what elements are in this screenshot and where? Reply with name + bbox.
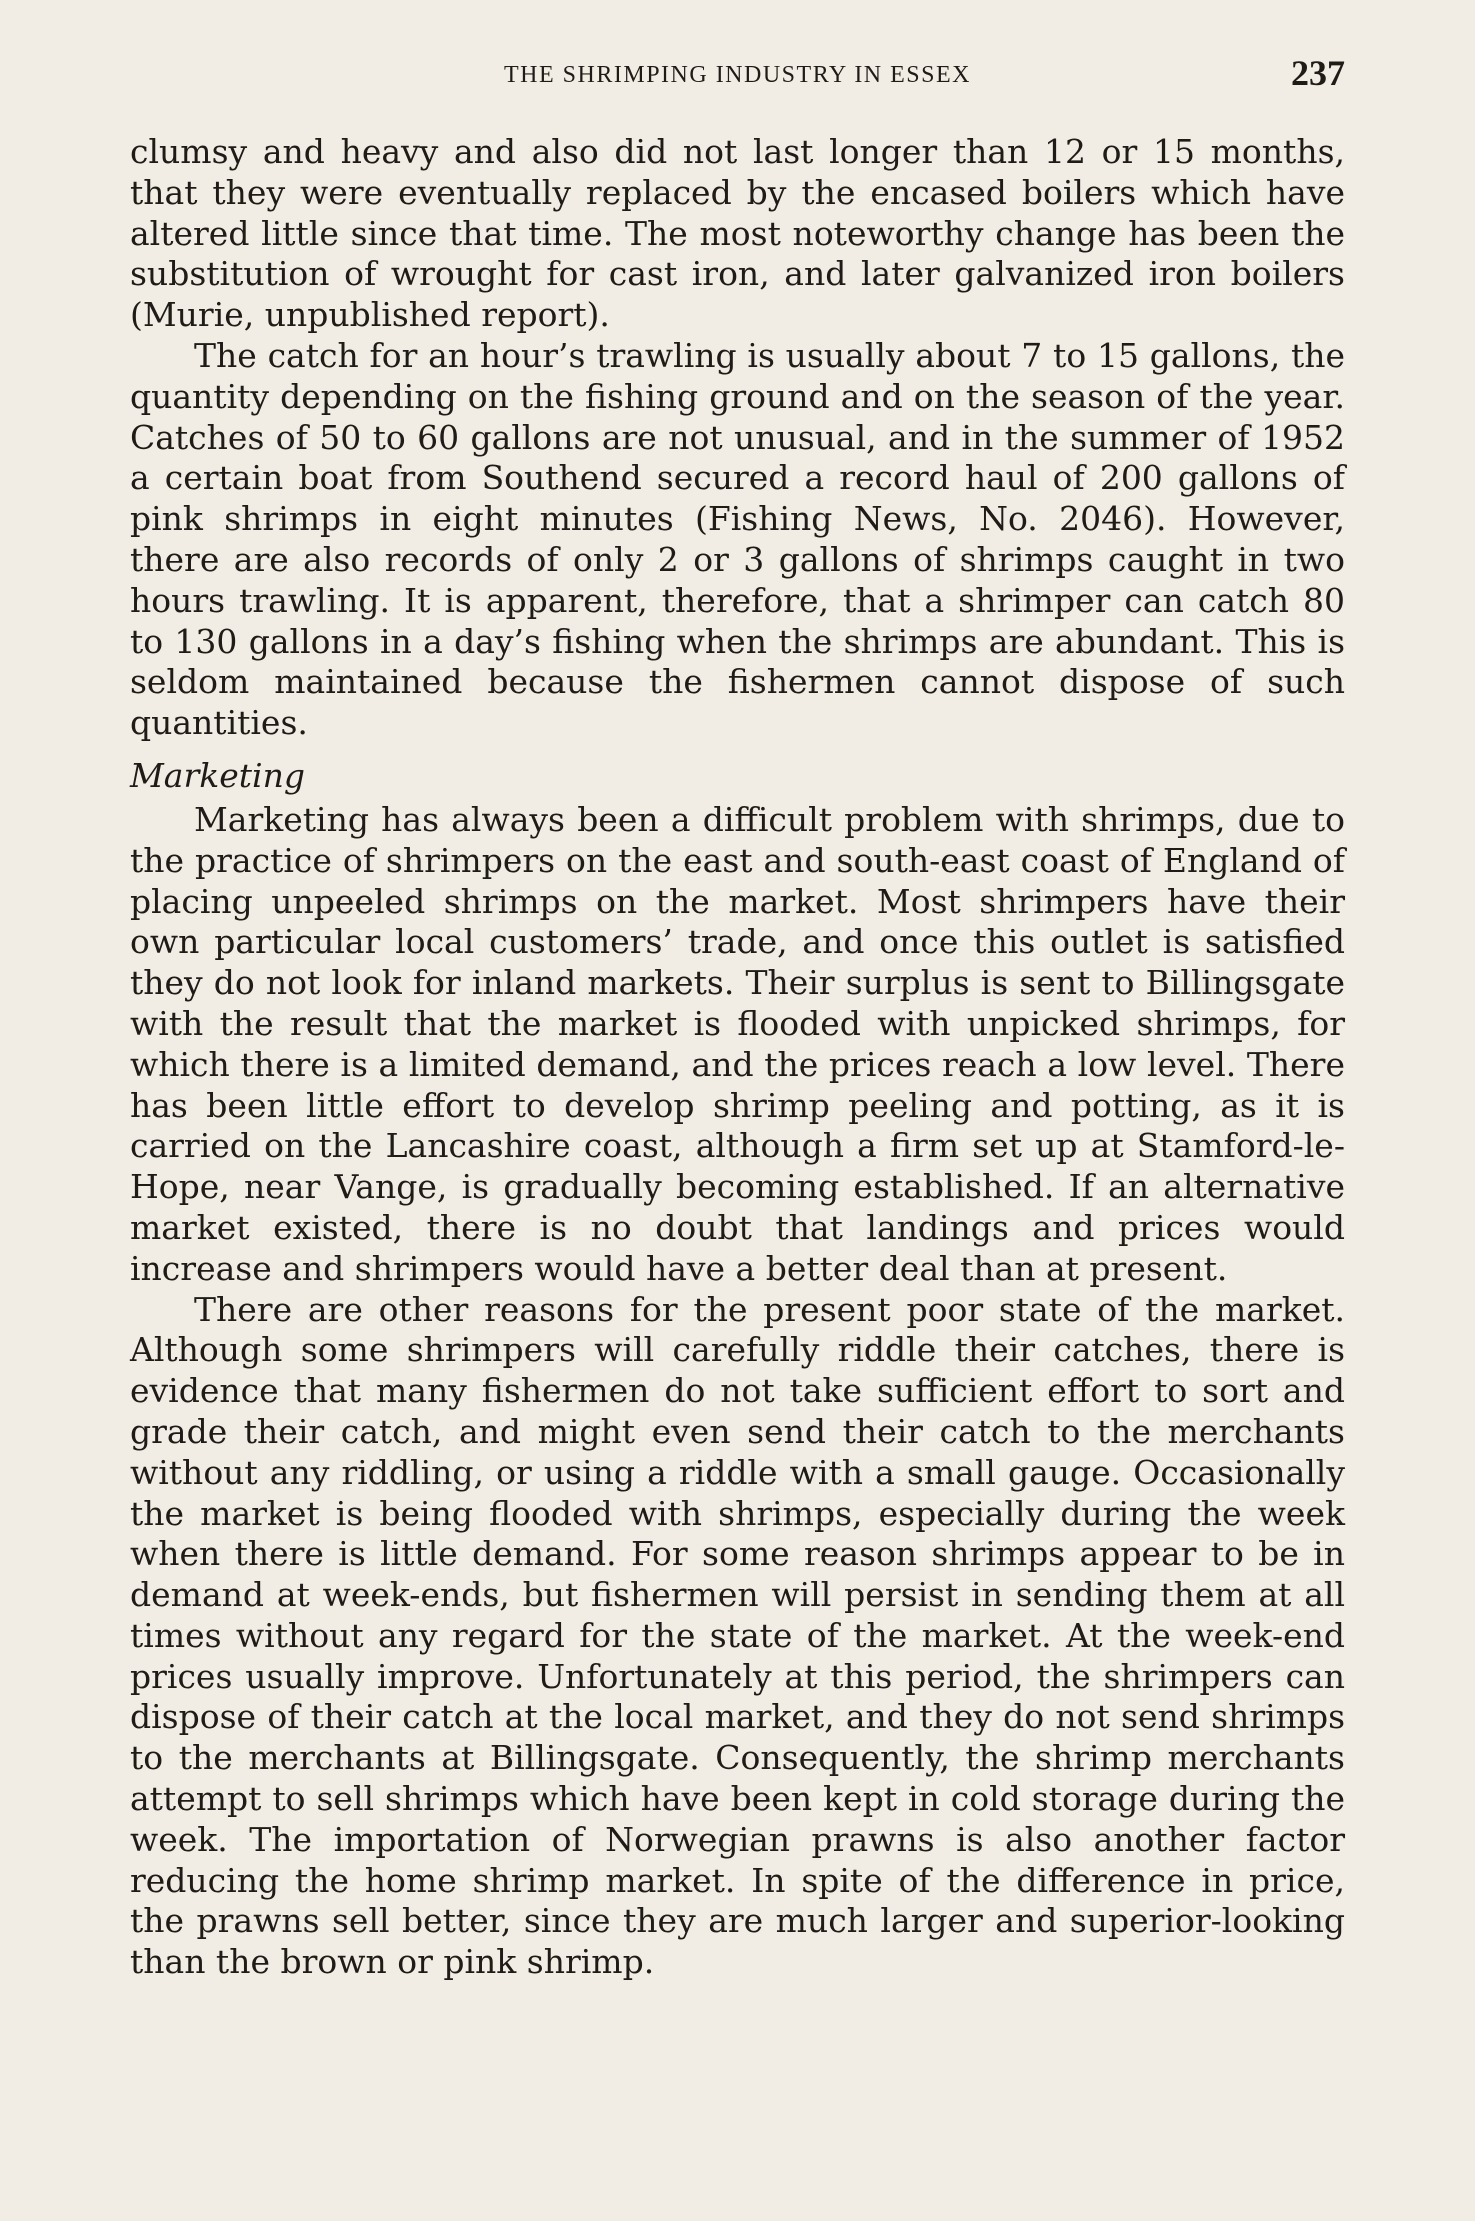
running-header xyxy=(130,52,1345,112)
section-heading-marketing: Marketing xyxy=(130,755,305,795)
paragraph-marketing-problem: Marketing has always been a difficult problem with shrimps, due to the practice of shrimpers on the east and south-east coast of England of placing unpeeled shrimps on the market. Most shrimpers have their own particular local customers’ trade, and once this outlet is satisfied they do not look for inland markets. Their surplus is sent to Billingsgate with the result that the market is flooded with unpicked shrimps, for which there is a limited demand, and the prices reach a low level. There has been little effort to develop shrimp peeling and potting, as it is carried on the Lancashire coast, although a firm set up at Stamford-le-Hope, near Vange, is gradually becoming established. If an alternative market existed, there is no doubt that landings and prices would increase and shrimpers would have a better deal than at present. xyxy=(130,799,1345,1288)
paragraph-catch: The catch for an hour’s trawling is usually about 7 to 15 gallons, the quantity depending on the fishing ground and on the season of the year. Catches of 50 to 60 gallons are not unusual, and in the summer of 1952 a certain boat from Southend secured a record haul of 200 gallons of pink shrimps in eight minutes (Fishing News, No. 2046). However, there are also records of only 2 or 3 gallons of shrimps caught in two hours trawling. It is apparent, therefore, that a shrimper can catch 80 to 130 gallons in a day’s fishing when the shrimps are abundant. This is seldom maintained because the fishermen cannot dispose of such quantities. xyxy=(130,335,1345,743)
page-number: 237 xyxy=(1291,53,1345,93)
body-text xyxy=(130,132,1345,1983)
paragraph-market-reasons: There are other reasons for the present poor state of the market. Although some shrimpers will carefully riddle their catches, there is evidence that many fishermen do not take sufficient effort to sort and grade their catch, and might even send their catch to the merchants without any riddling, or using a riddle with a small gauge. Occasionally the market is being flooded with shrimps, especially during the week when there is little demand. For some reason shrimps appear to be in demand at week-ends, but fishermen will persist in sending them at all times without any regard for the state of the market. At the week-end prices usually improve. Unfortunately at this period, the shrimpers can dispose of their catch at the local market, and they do not send shrimps to the merchants at Billingsgate. Consequently, the shrimp merchants attempt to sell shrimps which have been kept in cold storage during the week. The importation of Norwegian prawns is also another factor reducing the home shrimp market. In spite of the difference in price, the prawns sell better, since they are much larger and superior-looking than the brown or pink shrimp. xyxy=(130,1289,1345,1982)
paragraph-continued: clumsy and heavy and also did not last longer than 12 or 15 months, that they were eventually replaced by the encased boilers which have altered little since that time. The most noteworthy change has been the substitution of wrought for cast iron, and later galvanized iron boilers (Murie, unpublished report). xyxy=(130,132,1345,335)
journal-page xyxy=(130,52,1345,1983)
running-title: THE SHRIMPING INDUSTRY IN ESSEX xyxy=(504,62,971,88)
